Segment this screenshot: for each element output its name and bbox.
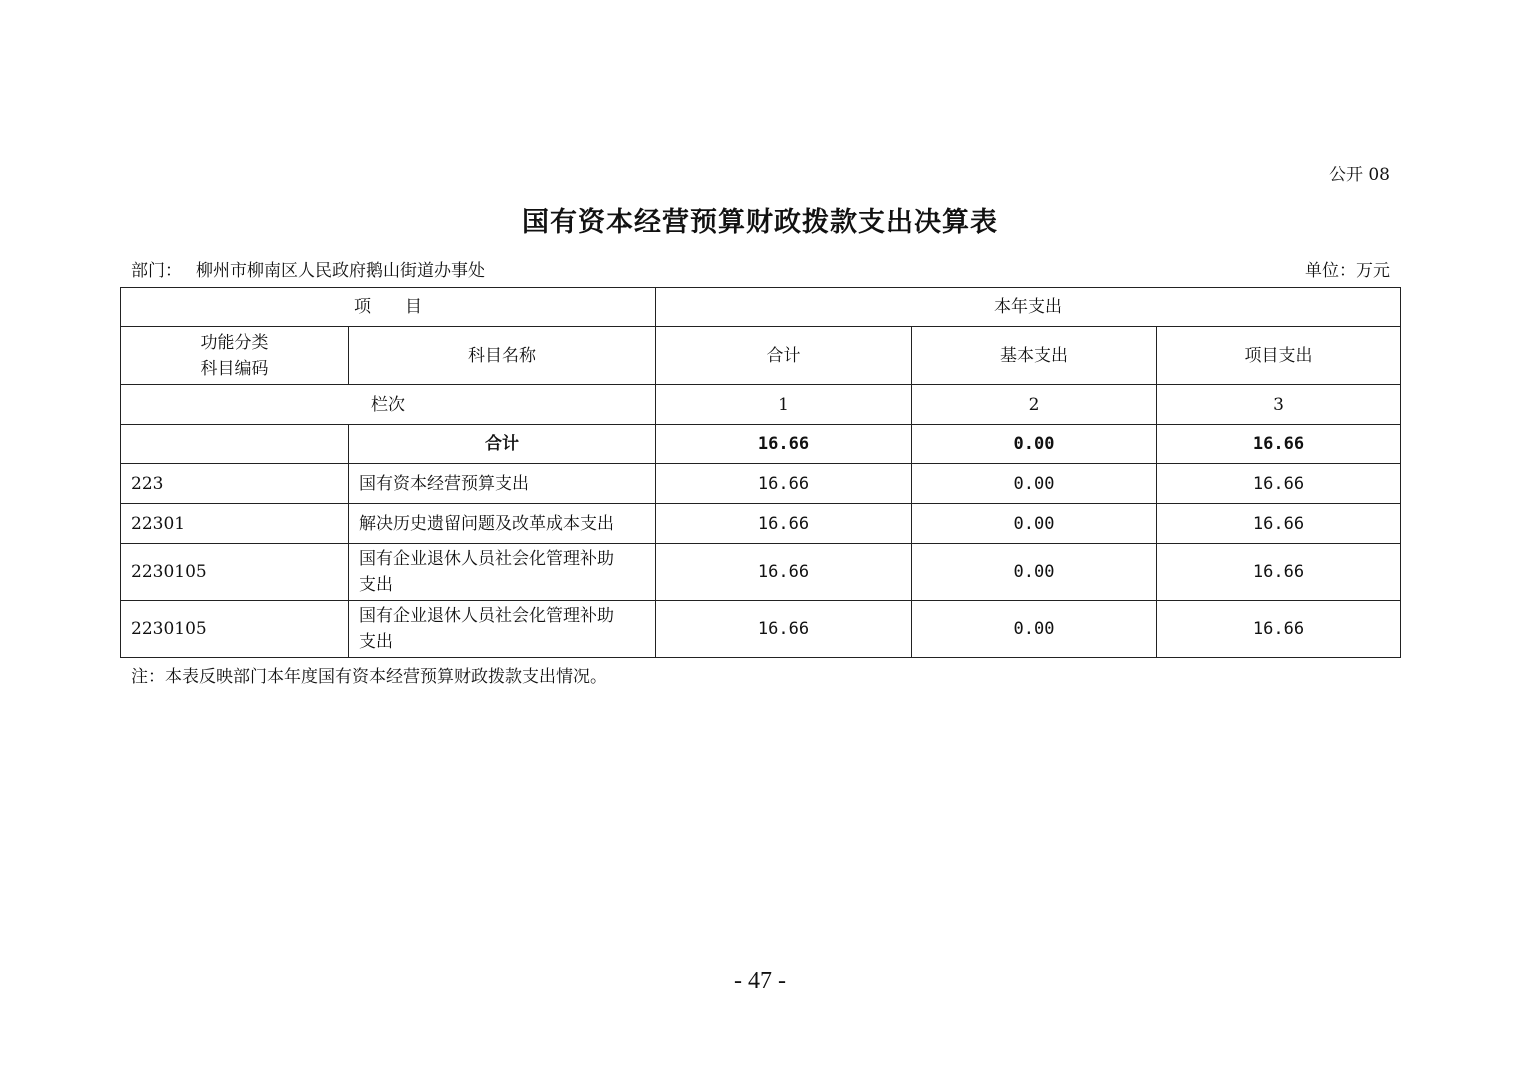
- header-subject-name: 科目名称: [349, 327, 656, 385]
- header-basic: 基本支出: [912, 327, 1157, 385]
- header-row-2: [121, 327, 1401, 385]
- header-total: 合计: [656, 327, 912, 385]
- summary-code-cell: [121, 425, 349, 464]
- column-index-2: 2: [912, 385, 1157, 425]
- header-current-year: 本年支出: [656, 288, 1401, 327]
- page-number: - 47 -: [734, 968, 786, 994]
- row-code: 2230105: [121, 601, 349, 658]
- row-name-line1: 国有企业退休人员社会化管理补助: [359, 549, 614, 569]
- department-label: 部门：: [131, 261, 182, 281]
- table-row: [121, 504, 1401, 544]
- row-basic: 0.00: [912, 504, 1157, 544]
- department-name: 柳州市柳南区人民政府鹅山街道办事处: [196, 261, 485, 281]
- row-project: 16.66: [1157, 601, 1401, 658]
- column-index-3: 3: [1157, 385, 1401, 425]
- row-project: 16.66: [1157, 464, 1401, 504]
- summary-label: 合计: [349, 425, 656, 464]
- row-name-line1: 国有企业退休人员社会化管理补助: [359, 606, 614, 626]
- column-index-1: 1: [656, 385, 912, 425]
- row-total: 16.66: [656, 464, 912, 504]
- table-row: [121, 601, 1401, 658]
- summary-basic: 0.00: [912, 425, 1157, 464]
- column-index-label: 栏次: [121, 385, 656, 425]
- expenditure-table: [120, 287, 1401, 658]
- header-func-code-line1: 功能分类: [200, 332, 269, 353]
- row-name-line2: 支出: [359, 632, 393, 652]
- department-info: [131, 256, 485, 281]
- row-name: 国有资本经营预算支出: [349, 464, 656, 504]
- summary-row: [121, 425, 1401, 464]
- header-func-code-line2: 科目编码: [200, 358, 269, 379]
- unit-label: 单位：万元: [1305, 261, 1390, 281]
- row-name: 解决历史遗留问题及改革成本支出: [349, 504, 656, 544]
- header-project: 项目支出: [1157, 327, 1401, 385]
- column-index-row: [121, 385, 1401, 425]
- header-func-code: [121, 327, 349, 385]
- row-basic: 0.00: [912, 544, 1157, 601]
- header-item: 项 目: [121, 288, 656, 327]
- row-basic: 0.00: [912, 601, 1157, 658]
- row-code: 22301: [121, 504, 349, 544]
- header-row-1: [121, 288, 1401, 327]
- row-project: 16.66: [1157, 504, 1401, 544]
- row-code: 223: [121, 464, 349, 504]
- row-name: [349, 544, 656, 601]
- summary-total: 16.66: [656, 425, 912, 464]
- row-total: 16.66: [656, 504, 912, 544]
- row-total: 16.66: [656, 544, 912, 601]
- row-code: 2230105: [121, 544, 349, 601]
- table-row: [121, 544, 1401, 601]
- table-row: [121, 464, 1401, 504]
- page-title: 国有资本经营预算财政拨款支出决算表: [522, 207, 998, 238]
- form-code: 公开 08: [1328, 165, 1390, 185]
- row-total: 16.66: [656, 601, 912, 658]
- row-basic: 0.00: [912, 464, 1157, 504]
- summary-project: 16.66: [1157, 425, 1401, 464]
- row-project: 16.66: [1157, 544, 1401, 601]
- table-note: 注：本表反映部门本年度国有资本经营预算财政拨款支出情况。: [131, 667, 607, 687]
- row-name: [349, 601, 656, 658]
- row-name-line2: 支出: [359, 575, 393, 595]
